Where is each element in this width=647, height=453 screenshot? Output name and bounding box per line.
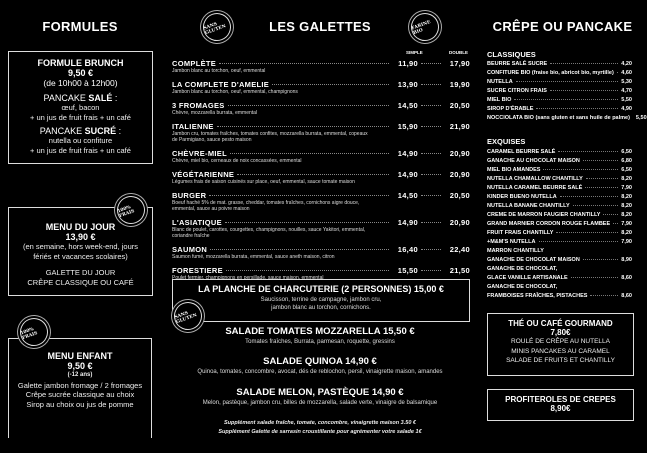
crepe-price: 5,50 (621, 97, 632, 103)
crepe-item (487, 275, 632, 284)
price-double: 21,50 (449, 266, 470, 275)
galette-desc: Jambon cru, tomates fraîches, tomates confites, mozzarella burrata, emmental, copeaux de Parmigiano, sauce pesto maison (172, 131, 368, 143)
galette-name: L'ASIATIQUE (172, 218, 222, 227)
crepe-name: NOCCIOLATA BIO (sans gluten et sans huile de palme) (487, 115, 630, 121)
price-double: 20,90 (449, 170, 470, 179)
galette-item (172, 218, 470, 239)
jour-price: 13,90 € (65, 232, 96, 242)
leader-dots (550, 63, 618, 64)
leader-dots (272, 84, 389, 85)
leader-dots (586, 178, 618, 179)
leader-dots (560, 196, 619, 197)
sans-gluten-badge-icon: SANS GLUTEN (170, 298, 206, 334)
price-simple: 15,90 (397, 122, 418, 131)
crepe-item (487, 88, 632, 97)
galette-name: CHÈVRE-MIEL (172, 149, 227, 158)
salade-title: SALADE MELON, PASTÈQUE 14,90 € (236, 387, 404, 398)
leader-dots (228, 105, 389, 106)
leader-dots (550, 90, 618, 91)
jour-line1: GALETTE DU JOUR (45, 268, 116, 277)
crepe-item (487, 212, 632, 221)
crepe-item (487, 149, 632, 158)
leader-dots (210, 249, 389, 250)
price-double: 20,90 (449, 149, 470, 158)
galette-name: BURGER (172, 191, 207, 200)
price-double: 22,40 (449, 245, 470, 254)
galette-name: 3 FROMAGES (172, 101, 225, 110)
leader-dots (421, 270, 441, 271)
jour-note: (en semaine, hors week-end, jours fériés et vacances scolaires) (22, 242, 139, 261)
leader-dots (226, 270, 389, 271)
brunch-hours: (de 10h00 à 12h00) (43, 78, 118, 88)
leader-dots (421, 195, 441, 196)
leader-dots (617, 72, 618, 73)
price-double: 20,50 (449, 101, 470, 110)
price-simple: 13,90 (397, 80, 418, 89)
leader-dots (225, 222, 389, 223)
galette-desc: Boeuf haché 5% de mat. grasse, cheddar, tomates fraîches, cornichons aigre douce, emmental, sauce au poivre maison (172, 200, 360, 212)
leader-dots (230, 153, 389, 154)
leader-dots (217, 126, 389, 127)
gourmand-title: THÉ OU CAFÉ GOURMAND (508, 319, 613, 328)
leader-dots (590, 295, 618, 296)
price-double: 20,90 (449, 218, 470, 227)
crepe-price: 6,50 (621, 149, 632, 155)
crepe-price: 4,90 (621, 106, 632, 112)
crepe-item (487, 185, 632, 194)
crepe-name: MIEL BIO (487, 97, 512, 103)
price-simple: 16,40 (397, 245, 418, 254)
leader-dots (556, 232, 618, 233)
crepe-name: BEURRE SALÉ SUCRE (487, 61, 548, 67)
leader-dots (209, 195, 389, 196)
crepe-price: 8,60 (621, 275, 632, 281)
crepe-name: MIEL BIO AMANDES (487, 167, 541, 173)
crepe-name: SIROP D'ÉRABLE (487, 106, 534, 112)
crepe-name: KINDER BUENO NUTELLA (487, 194, 557, 200)
galette-name: ITALIENNE (172, 122, 214, 131)
gourmand-line: MINIS PANCAKES AU CARAMEL (511, 347, 610, 355)
galette-desc: Blanc de poulet, carottes, courgettes, champignons, nouilles, sauce Yakitori, emmental, coriandre fraîche (172, 227, 366, 239)
leader-dots (421, 222, 441, 223)
crepe-price: 8,60 (621, 293, 632, 299)
galette-desc: Jambon blanc au torchon, oeuf, emmental (172, 68, 266, 74)
crepe-item (487, 203, 632, 212)
crepe-name: GANACHE AU CHOCOLAT MAISON (487, 158, 580, 164)
profiteroles-box (487, 389, 634, 421)
crepe-price: 8,90 (621, 257, 632, 263)
galette-desc: Chèvre, mozzarella burrata, emmental (172, 110, 258, 116)
crepe-name: NUTELLA (487, 79, 513, 85)
charcuterie-box (172, 279, 470, 322)
crepe-price: 6,50 (621, 167, 632, 173)
profiteroles-price: 8,90€ (550, 404, 571, 413)
exquises-heading: EXQUISES (487, 137, 526, 146)
price-double: 20,50 (449, 191, 470, 200)
crepe-name: FRAMBOISES FRAÎCHES, PISTACHES (487, 293, 588, 299)
label: PANCAKE (39, 126, 85, 136)
crepe-name: CONFITURE BIO (fraise bio, abricot bio, myrtille) (487, 70, 614, 76)
leader-dots (421, 63, 441, 64)
crepe-item (487, 115, 647, 124)
crepe-name: GRAND MARNIER CORDON ROUGE FLAMBEE (487, 221, 611, 227)
crepe-item (487, 248, 632, 257)
label: : (112, 93, 118, 103)
galette-item (172, 122, 470, 143)
frais-badge-icon: 100% FRAIS (16, 314, 52, 350)
galette-item (172, 170, 470, 185)
crepe-name: NUTELLA CHAMALLOW CHANTILLY (487, 176, 583, 182)
enfant-age: (-12 ans) (67, 372, 93, 378)
crepe-name: CARAMEL BEURRE SALÉ (487, 149, 556, 155)
price-simple: 11,90 (398, 59, 418, 68)
price-double: 17,90 (449, 59, 470, 68)
crepe-price: 4,60 (621, 70, 632, 76)
enfant-price: 9,50 € (67, 361, 93, 371)
jour-title: MENU DU JOUR (45, 222, 116, 232)
classiques-heading: CLASSIQUES (487, 50, 536, 59)
enfant-title: MENU ENFANT (47, 351, 113, 361)
leader-dots (571, 277, 619, 278)
charcuterie-title: LA PLANCHE DE CHARCUTERIE (2 PERSONNES) 15,00 € (198, 284, 444, 294)
galette-item (172, 59, 470, 74)
crepe-price: 5,50 (635, 115, 647, 121)
crepe-item (487, 257, 632, 266)
crepe-item (487, 284, 632, 293)
crepe-price: 8,20 (621, 203, 632, 209)
pancake-sucre-extra: + un jus de fruit frais + un café (30, 145, 131, 155)
gourmand-line: ROULÉ DE CRÊPE AU NUTELLA (511, 338, 610, 345)
leader-dots (585, 187, 618, 188)
salade-title: SALADE QUINOA 14,90 € (263, 356, 377, 367)
crepe-price: 4,20 (621, 61, 632, 67)
leader-dots (421, 84, 441, 85)
price-simple: 14,90 (397, 218, 418, 227)
crepe-item (487, 230, 632, 239)
crepe-item (487, 239, 632, 248)
leader-dots (583, 160, 618, 161)
crepe-name: GLACE VANILLE ARTISANALE (487, 275, 568, 281)
salade-title: SALADE TOMATES MOZZARELLA 15,50 € (225, 326, 415, 337)
leader-dots (514, 99, 618, 100)
price-simple: 14,90 (397, 149, 418, 158)
crepe-item (487, 79, 632, 88)
galette-desc: Chèvre, miel bio, cerneaux de noix concassées, emmental (172, 158, 302, 164)
galette-item (172, 101, 470, 116)
galette-desc: Légumes frais de saison cuisinés sur place, oeuf, emmental, sauce tomate maison (172, 179, 355, 185)
galette-item (172, 191, 470, 212)
leader-dots (583, 259, 618, 260)
crepe-name: +M&M'S NUTELLA (487, 239, 536, 245)
leader-dots (421, 174, 441, 175)
crepes-heading: CRÊPE OU PANCAKE (492, 19, 633, 34)
crepe-item (487, 167, 632, 176)
gourmand-line: SALADE DE FRUITS ET CHANTILLY (506, 357, 615, 364)
label: SALÉ (88, 93, 113, 103)
crepe-price: 4,70 (621, 88, 632, 94)
salade-item (165, 326, 475, 345)
crepe-item (487, 221, 632, 230)
galette-item (172, 149, 470, 164)
profiteroles-title: PROFITEROLES DE CREPES (505, 395, 616, 404)
pancake-sale-desc: œuf, bacon (61, 103, 100, 112)
sans-gluten-badge-icon: SANS GLUTEN (199, 9, 235, 45)
jour-line2: CRÊPE CLASSIQUE OU CAFÉ (27, 277, 134, 287)
salade-desc: Quinoa, tomates, concombre, avocat, dés de reblochon, persil, vinaigrette maison, amandes (197, 369, 443, 375)
crepe-price: 7,90 (621, 185, 632, 191)
leader-dots (421, 153, 441, 154)
price-simple: 14,50 (397, 191, 418, 200)
crepe-price: 8,20 (621, 176, 632, 182)
col-simple: SIMPLE (406, 50, 423, 55)
leader-dots (558, 151, 618, 152)
crepe-item (487, 158, 632, 167)
leader-dots (539, 241, 619, 242)
crepe-name: CREME DE MARRON FAUGIER CHANTILLY (487, 212, 601, 218)
label: SUCRÉ (84, 126, 117, 136)
pancake-sucre-title (9, 126, 152, 136)
col-double: DOUBLE (449, 50, 468, 55)
crepe-item (487, 106, 632, 115)
leader-dots (516, 81, 619, 82)
formules-heading: FORMULES (42, 19, 118, 34)
frais-badge-icon: 100% FRAIS (113, 192, 149, 228)
price-double: 21,90 (449, 122, 470, 131)
galette-desc: Saumon fumé, mozzarella burrata, emmental, sauce aneth maison, citron (172, 254, 335, 260)
leader-dots (536, 108, 618, 109)
salade-item (165, 387, 475, 406)
farine-bio-badge-icon: FARINE BIO (407, 9, 443, 45)
crepe-name: SUCRE CITRON FRAIS (487, 88, 547, 94)
exquises-list (487, 149, 632, 302)
supplement-line: Supplément salade fraîche, tomate, concombre, vinaigrette maison 3.50 € (224, 420, 416, 426)
crepe-name: GANACHE DE CHOCOLAT MAISON (487, 257, 580, 263)
galette-name: LA COMPLETE D'AMELIE (172, 80, 270, 89)
galette-item (172, 80, 470, 95)
crepe-name: FRUIT FRAIS CHANTILLY (487, 230, 554, 236)
brunch-price: 9,50 € (67, 68, 94, 78)
menu-enfant-box (8, 338, 152, 438)
leader-dots (421, 249, 441, 250)
salade-desc: Tomates fraîches, Burrata, parmesan, roquette, gressins (245, 339, 395, 345)
leader-dots (603, 214, 618, 215)
galette-name: COMPLÈTE (172, 59, 217, 68)
crepe-item (487, 176, 632, 185)
crepe-price: 5,30 (621, 79, 632, 85)
crepe-name: GANACHE DE CHOCOLAT, (487, 266, 558, 272)
leader-dots (421, 126, 441, 127)
crepe-price: 8,20 (621, 212, 632, 218)
price-simple: 14,90 (397, 170, 418, 179)
formule-brunch-box (8, 51, 153, 164)
crepe-item (487, 293, 632, 302)
galette-desc: Jambon blanc au torchon, oeuf, emmental, champignons (172, 89, 298, 95)
crepe-item (487, 266, 632, 275)
crepe-item (487, 70, 632, 79)
price-simple: 15,50 (397, 266, 418, 275)
supplement-line: Supplément Galette de sarrasin croustillante pour agrémenter votre salade 1€ (218, 429, 422, 435)
leader-dots (613, 223, 618, 224)
leader-dots (573, 205, 619, 206)
galette-name: VÉGÉTARIENNE (172, 170, 235, 179)
leader-dots (421, 105, 441, 106)
gourmand-box (487, 313, 634, 376)
crepe-price: 8,20 (621, 230, 632, 236)
crepe-item (487, 61, 632, 70)
charcuterie-desc1: Saucisson, terrine de campagne, jambon cru, (260, 297, 382, 303)
galettes-heading: LES GALETTES (269, 19, 371, 34)
crepe-price: 7,90 (621, 239, 632, 245)
label: : (116, 126, 122, 136)
enfant-line1: Galette jambon fromage / 2 fromages (17, 380, 143, 390)
label: PANCAKE (43, 93, 89, 103)
crepe-item (487, 97, 632, 106)
galette-name: FORESTIERE (172, 266, 223, 275)
brunch-title: FORMULE BRUNCH (37, 58, 124, 68)
crepe-price: 6,80 (621, 158, 632, 164)
crepe-name: GANACHE DE CHOCOLAT, (487, 284, 558, 290)
galette-item (172, 245, 470, 260)
price-simple: 14,50 (397, 101, 418, 110)
crepe-item (487, 194, 632, 203)
price-double: 19,90 (449, 80, 470, 89)
crepe-price: 7,90 (621, 221, 632, 227)
crepe-name: NUTELLA BANANE CHANTILLY (487, 203, 570, 209)
galette-desc: Poulet fermier, champignons en persillade, sauce maison, emmental (172, 275, 324, 281)
salade-item (165, 356, 475, 375)
enfant-line3: Sirop au choix ou jus de pomme (26, 399, 134, 409)
galette-name: SAUMON (172, 245, 208, 254)
supplements (165, 420, 475, 435)
leader-dots (219, 63, 389, 64)
crepe-name: NUTELLA CARAMEL BEURRE SALÉ (487, 185, 583, 191)
leader-dots (543, 169, 618, 170)
pancake-sale-extra: + un jus de fruit frais + un café (30, 112, 131, 122)
crepe-price: 8,20 (621, 194, 632, 200)
crepe-name: MARRON CHANTILLY (487, 248, 544, 254)
enfant-line2: Crêpe sucrée classique au choix (25, 390, 135, 399)
salade-desc: Melon, pastèque, jambon cru, billes de mozzarella, salade verte, vinaigre de balsamique (202, 400, 438, 406)
pancake-sale-title (9, 93, 152, 103)
pancake-sucre-desc: nutella ou confiture (48, 136, 113, 145)
classiques-list (487, 61, 647, 124)
leader-dots (237, 174, 389, 175)
galettes-list (172, 59, 470, 287)
charcuterie-desc2: jambon blanc au torchon, cornichons. (271, 305, 371, 311)
gourmand-price: 7,80€ (550, 328, 571, 337)
